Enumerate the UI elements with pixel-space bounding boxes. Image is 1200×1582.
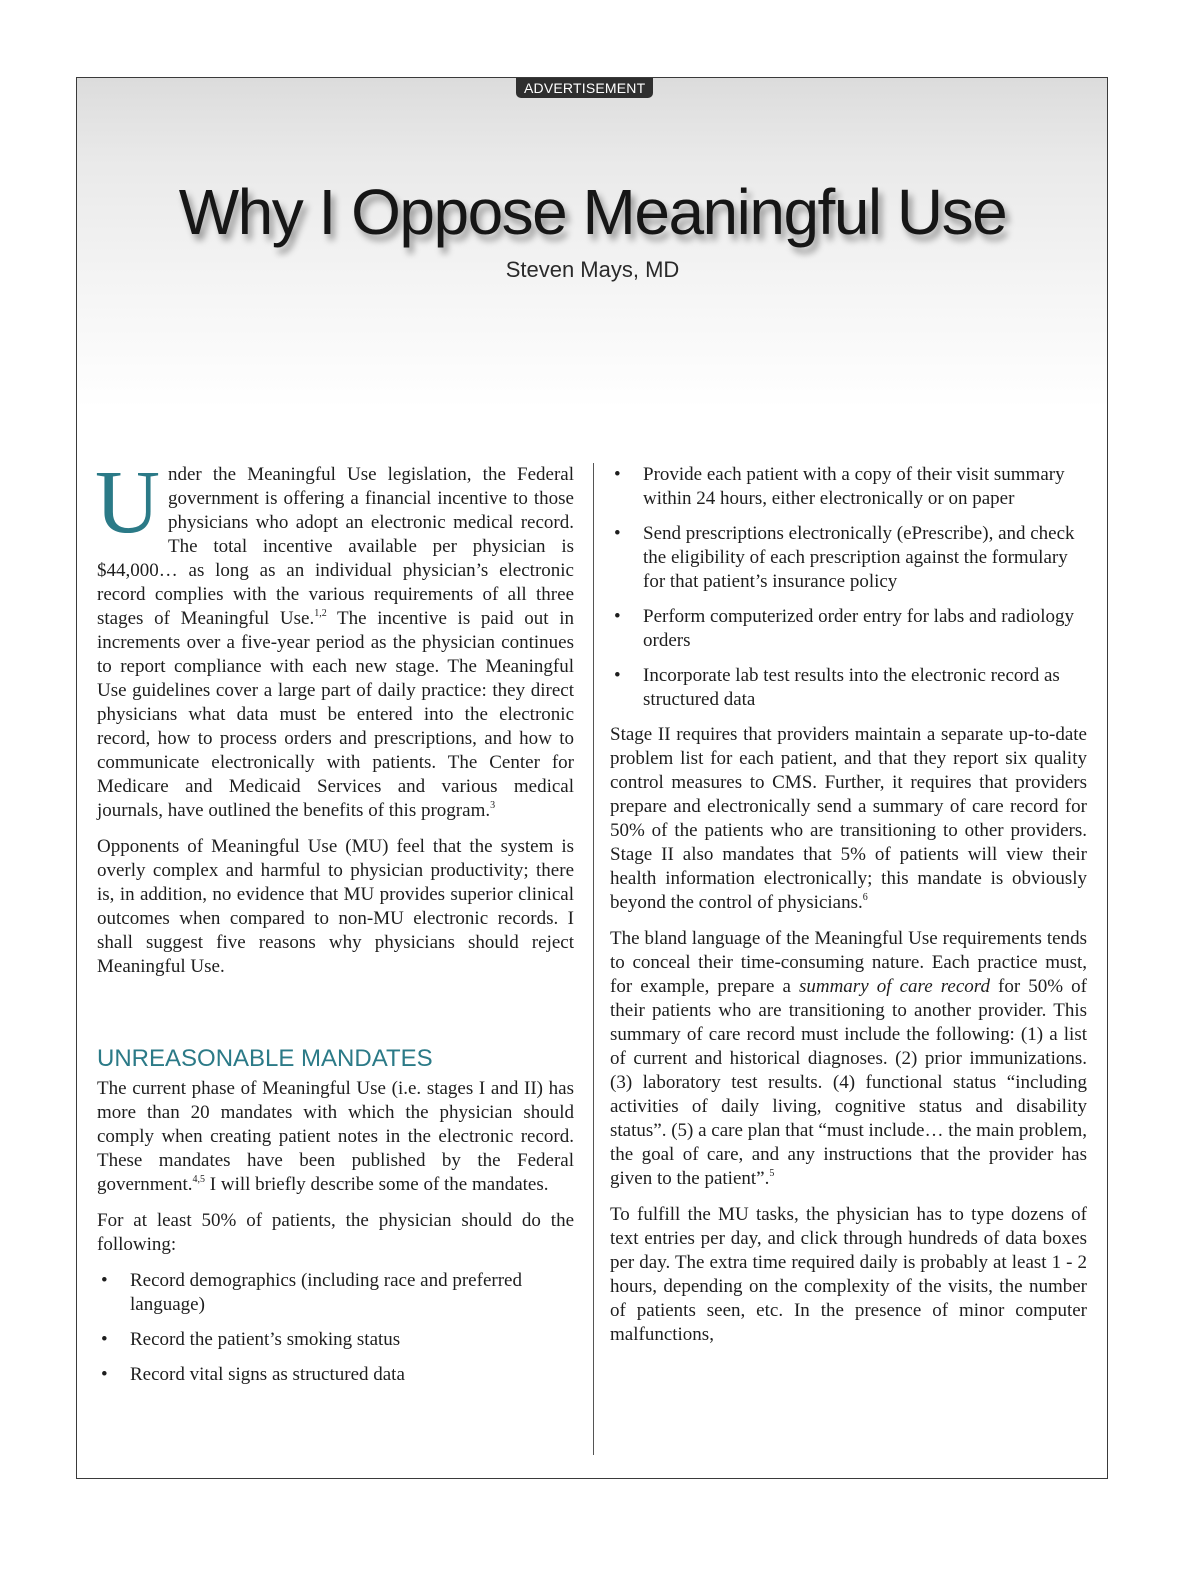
emphasis-text: summary of care record (798, 976, 990, 997)
bland-language-paragraph (610, 927, 1087, 1191)
list-item (610, 664, 1087, 712)
bullet-icon: • (101, 1329, 108, 1350)
bullet-icon: • (614, 464, 621, 485)
bullet-icon: • (614, 606, 621, 627)
mu-tasks-paragraph: To fulfill the MU tasks, the physician has to type dozens of text entries per day, and click through hundreds of data boxes per day. The extra time required daily is probably at least 1 - 2 hours, depending on the complexity of the visits, the number of patients seen, etc. In the presence of minor computer malfunctions, (610, 1204, 1087, 1345)
bullet-icon: • (101, 1270, 108, 1291)
list-item-text: Provide each patient with a copy of their visit summary within 24 hours, either electronically or on paper (643, 464, 1065, 509)
column-divider (593, 463, 594, 1455)
bullet-icon: • (101, 1364, 108, 1385)
right-column (610, 463, 1087, 1359)
drop-cap: U (95, 453, 160, 552)
intro-text: nder the Meaningful Use legislation, the Federal government is offering a financial incentive to those physicians who adopt an electronic medical record. The total incentive available per physician is $44,000… as long as an individual physician’s electronic record complies with the various requirements of all three stages of Meaningful Use. (97, 464, 574, 629)
list-item-text: Record demographics (including race and preferred language) (130, 1270, 522, 1315)
citation: 5 (769, 1168, 775, 1179)
opponents-paragraph: Opponents of Meaningful Use (MU) feel that the system is overly complex and harmful to physician productivity; there is, in addition, no evidence that MU provides superior clinical outcomes when compared to non-MU electronic records. I shall suggest five reasons why physicians should reject Meaningful Use. (97, 836, 574, 977)
list-item (97, 1328, 574, 1352)
citation: 1,2 (314, 608, 327, 619)
list-item-text: Send prescriptions electronically (ePrescribe), and check the eligibility of each prescription against the formulary for that patient’s insurance policy (643, 523, 1075, 592)
list-item (97, 1363, 574, 1387)
list-item-text: Perform computerized order entry for labs and radiology orders (643, 606, 1075, 651)
bland-language-text-cont: for 50% of their patients who are transitioning to another provider. This summary of care record must include the following: (1) a list of current and historical diagnoses. (2) prior immunizations. (3) laboratory test results. (4) functional status “including activities of daily living, cognitive status and disability status”. (5) a care plan that “must include… the main problem, the goal of care, and any instructions that the provider has given to the patient”. (610, 976, 1087, 1189)
intro-text-cont: The incentive is paid out in increments over a five-year period as the physician continues to report compliance with each new stage. The Meaningful Use guidelines cover a large part of daily practice: they direct physicians what data must be entered into the electronic record, how to process orders and prescriptions, and how to communicate electronically with patients. The Center for Medicare and Medicaid Services and various medical journals, have outlined the benefits of this program. (97, 608, 574, 821)
stage-two-text: Stage II requires that providers maintain a separate up-to-date problem list for each patient, and that they report six quality control measures to CMS. Further, it requires that providers prepare and electronically send a summary of care record for 50% of the patients who are transitioning to other providers. Stage II also mandates that 5% of patients will view their health information electronically; this mandate is obviously beyond the control of physicians. (610, 724, 1087, 913)
bullet-icon: • (614, 523, 621, 544)
advertisement-label: ADVERTISEMENT (516, 78, 653, 98)
list-item (610, 463, 1087, 511)
list-item-text: Record vital signs as structured data (130, 1364, 405, 1385)
bland-language-text: The bland language of the Meaningful Use requirements tends to conceal their time-consuming nature. Each practice must, for example, prepare a (610, 928, 1087, 997)
citation: 4,5 (192, 1174, 206, 1185)
section-heading: UNREASONABLE MANDATES (97, 1045, 433, 1072)
mandate-list (97, 1269, 574, 1387)
intro-paragraph (95, 453, 574, 823)
list-item (610, 605, 1087, 653)
stage-two-paragraph (610, 723, 1087, 915)
list-item-text: Record the patient’s smoking status (130, 1329, 401, 1350)
list-item-text: Incorporate lab test results into the electronic record as structured data (643, 665, 1060, 710)
bullet-icon: • (614, 665, 621, 686)
mandates-text-cont: I will briefly describe some of the mandates. (205, 1174, 549, 1195)
mandate-list-continued (610, 463, 1087, 712)
article-title: Why I Oppose Meaningful Use (178, 176, 1007, 248)
mandates-paragraph (97, 1077, 574, 1197)
patients-paragraph: For at least 50% of patients, the physician should do the following: (97, 1210, 574, 1255)
left-column (95, 453, 574, 1398)
article-author: Steven Mays, MD (505, 257, 680, 282)
list-item (610, 522, 1087, 594)
list-item (97, 1269, 574, 1317)
citation: 6 (862, 892, 868, 903)
mandates-text: The current phase of Meaningful Use (i.e. stages I and II) has more than 20 mandates with which the physician should comply when creating patient notes in the electronic record. These mandates have been published by the Federal government. (97, 1078, 574, 1195)
citation: 3 (490, 800, 496, 811)
